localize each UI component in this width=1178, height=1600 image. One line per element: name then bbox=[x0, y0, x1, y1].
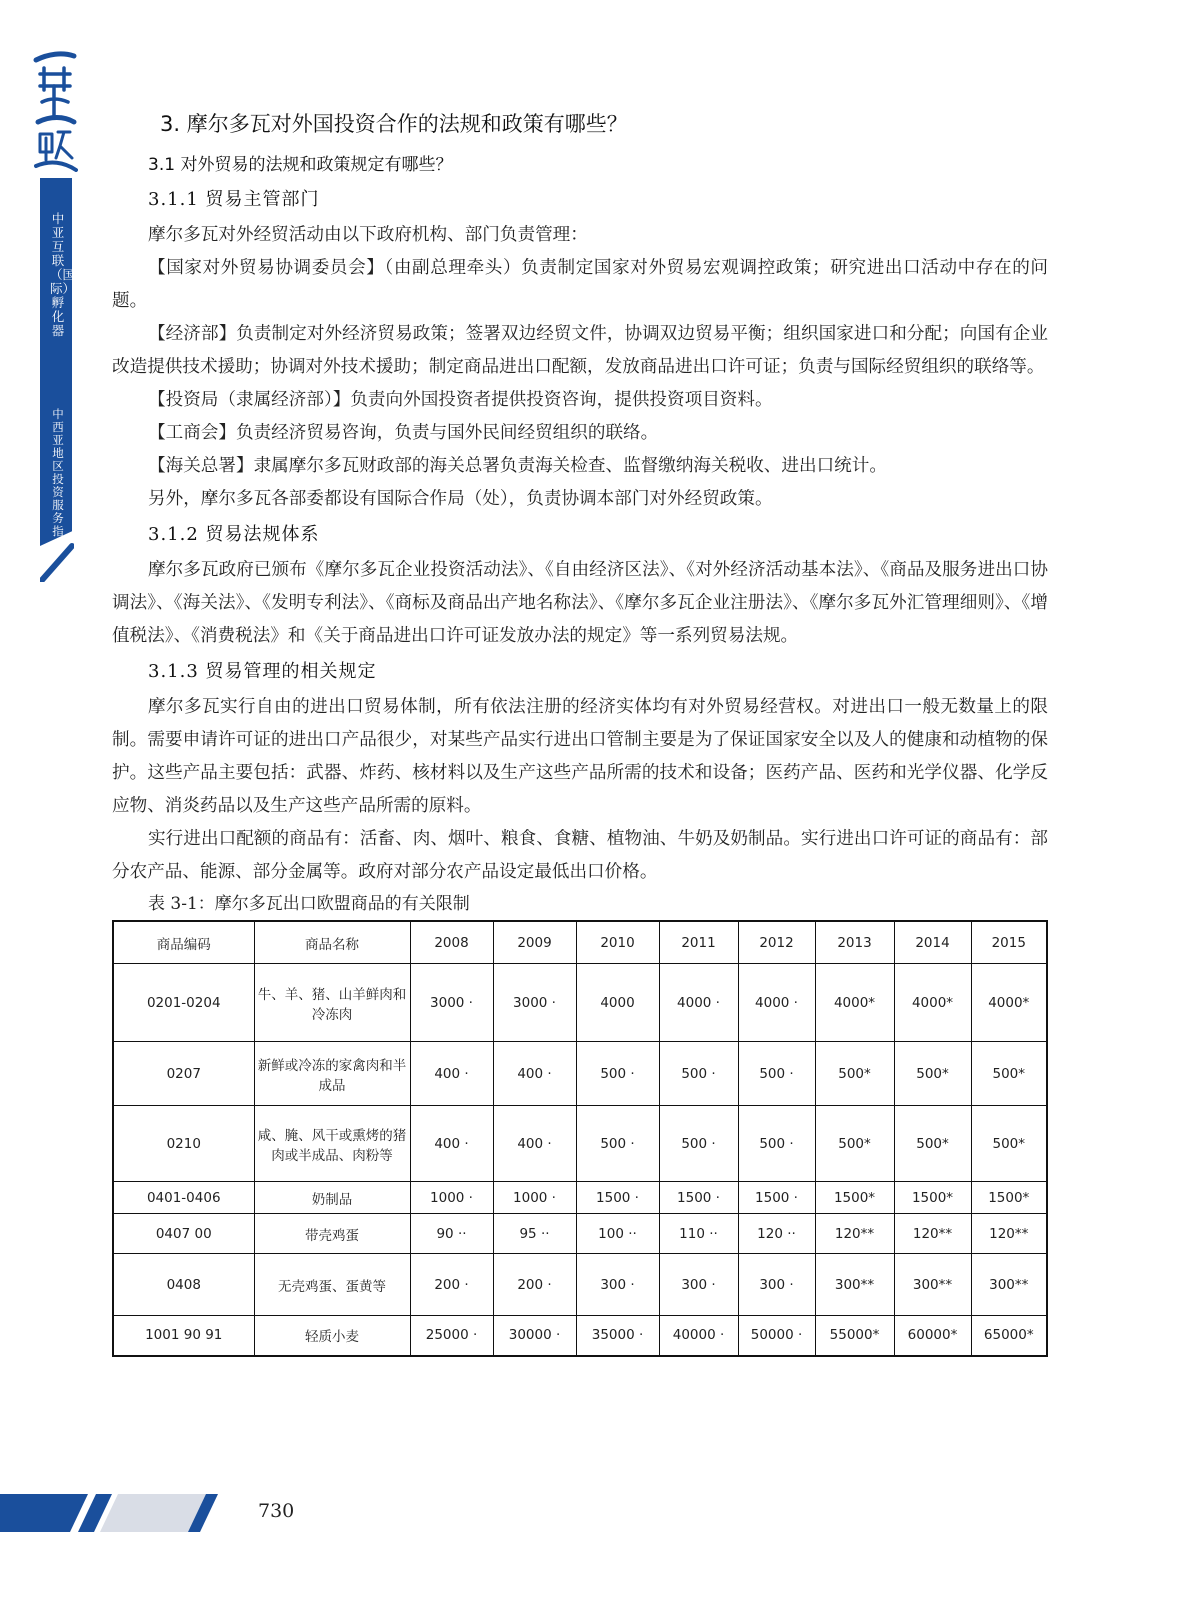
cell-value: 100 ·· bbox=[576, 1214, 659, 1254]
cell-value: 500 · bbox=[738, 1106, 815, 1182]
table-row bbox=[113, 1042, 1047, 1106]
subsection-title-authorities: 3.1.1 贸易主管部门 bbox=[148, 189, 320, 210]
footer-stripes-decoration bbox=[0, 1490, 240, 1536]
paragraph: 摩尔多瓦政府已颁布《摩尔多瓦企业投资活动法》、《自由经济区法》、《对外经济活动基本法》、《商品及服务进出口协调法》、《海关法》、《发明专利法》、《商标及商品出产地名称法》、《摩尔多瓦企业注册法》、《摩尔多瓦外汇管理细则》、《增值税法》、《消费税法》和《关于商品进出口许可证发放办法的规定》等一系列贸易法规。 bbox=[112, 560, 1048, 646]
cell-value: 50000 · bbox=[738, 1316, 815, 1356]
cell-value: 4000 · bbox=[738, 964, 815, 1042]
paragraph: 【国家对外贸易协调委员会】（由副总理牵头）负责制定国家对外贸易宏观调控政策；研究进出口活动中存在的问题。 bbox=[112, 258, 1048, 311]
cell-value: 300 · bbox=[576, 1254, 659, 1316]
header-year: 2012 bbox=[738, 921, 815, 964]
cell-value: 55000* bbox=[815, 1316, 894, 1356]
header-year: 2009 bbox=[493, 921, 576, 964]
cell-name: 咸、腌、风干或熏烤的猪肉或半成品、肉粉等 bbox=[254, 1106, 410, 1182]
paragraph: 摩尔多瓦对外经贸活动由以下政府机构、部门负责管理： bbox=[148, 225, 588, 245]
cell-value: 110 ·· bbox=[659, 1214, 738, 1254]
cell-value: 35000 · bbox=[576, 1316, 659, 1356]
table-row bbox=[113, 1214, 1047, 1254]
table-header-row bbox=[113, 921, 1047, 964]
section-heading: 3.1 对外贸易的法规和政策规定有哪些？ bbox=[148, 155, 453, 175]
cell-value: 400 · bbox=[410, 1042, 493, 1106]
header-year: 2010 bbox=[576, 921, 659, 964]
cell-value: 200 · bbox=[410, 1254, 493, 1316]
cell-value: 1500 · bbox=[576, 1182, 659, 1214]
cell-value: 3000 · bbox=[493, 964, 576, 1042]
cell-value: 1500 · bbox=[738, 1182, 815, 1214]
cell-value: 30000 · bbox=[493, 1316, 576, 1356]
paragraph: 【工商会】负责经济贸易咨询，负责与国外民间经贸组织的联络。 bbox=[148, 423, 659, 443]
cell-value: 120 ·· bbox=[738, 1214, 815, 1254]
cell-value: 200 · bbox=[493, 1254, 576, 1316]
cell-name: 奶制品 bbox=[254, 1182, 410, 1214]
cell-value: 1000 · bbox=[410, 1182, 493, 1214]
cell-value: 1500* bbox=[971, 1182, 1047, 1214]
cell-value: 500 · bbox=[576, 1042, 659, 1106]
cell-value: 300** bbox=[815, 1254, 894, 1316]
belt-road-logo bbox=[30, 46, 78, 172]
cell-value: 500* bbox=[815, 1042, 894, 1106]
cell-value: 300** bbox=[894, 1254, 971, 1316]
cell-code: 0401-0406 bbox=[113, 1182, 254, 1214]
cell-value: 90 ·· bbox=[410, 1214, 493, 1254]
cell-name: 轻质小麦 bbox=[254, 1316, 410, 1356]
paragraph: 摩尔多瓦实行自由的进出口贸易体制，所有依法注册的经济实体均有对外贸易经营权。对进出口一般无数量上的限制。需要申请许可证的进出口产品很少，对某些产品实行进出口管制主要是为了保证国家安全以及人的健康和动植物的保护。这些产品主要包括：武器、炸药、核材料以及生产这些产品所需的技术和设备；医药产品、医药和光学仪器、化学反应物、消炎药品以及生产这些产品所需的原料。 bbox=[112, 697, 1048, 816]
header-year: 2015 bbox=[971, 921, 1047, 964]
sidebar-slash-decoration bbox=[40, 542, 74, 582]
cell-code: 0407 00 bbox=[113, 1214, 254, 1254]
header-code: 商品编码 bbox=[113, 921, 254, 964]
cell-value: 500 · bbox=[659, 1106, 738, 1182]
table-row bbox=[113, 1106, 1047, 1182]
chapter-heading: 3. 摩尔多瓦对外国投资合作的法规和政策有哪些？ bbox=[160, 112, 628, 136]
paragraph: 【经济部】负责制定对外经济贸易政策；签署双边经贸文件，协调双边贸易平衡；组织国家进口和分配；向国有企业改造提供技术援助；协调对外技术援助；制定商品进出口配额，发放商品进出口许可证；负责与国际经贸组织的联络等。 bbox=[112, 324, 1048, 377]
cell-value: 4000 bbox=[576, 964, 659, 1042]
cell-value: 1000 · bbox=[493, 1182, 576, 1214]
paragraph: 另外，摩尔多瓦各部委都设有国际合作局（处），负责协调本部门对外经贸政策。 bbox=[148, 489, 773, 509]
cell-value: 4000* bbox=[815, 964, 894, 1042]
cell-value: 4000 · bbox=[659, 964, 738, 1042]
cell-value: 500* bbox=[971, 1106, 1047, 1182]
cell-value: 120** bbox=[815, 1214, 894, 1254]
cell-value: 300** bbox=[971, 1254, 1047, 1316]
export-limits-table bbox=[112, 920, 1048, 1357]
cell-value: 4000* bbox=[971, 964, 1047, 1042]
cell-code: 0201-0204 bbox=[113, 964, 254, 1042]
cell-code: 0408 bbox=[113, 1254, 254, 1316]
cell-name: 带壳鸡蛋 bbox=[254, 1214, 410, 1254]
table-row bbox=[113, 1182, 1047, 1214]
cell-value: 500 · bbox=[659, 1042, 738, 1106]
cell-value: 500* bbox=[894, 1106, 971, 1182]
sidebar-text-guide: 中西亚地区投资服务指南 bbox=[52, 407, 64, 551]
main-content bbox=[112, 108, 1048, 1357]
cell-value: 60000* bbox=[894, 1316, 971, 1356]
table-row bbox=[113, 1254, 1047, 1316]
cell-value: 400 · bbox=[410, 1106, 493, 1182]
cell-value: 1500* bbox=[815, 1182, 894, 1214]
cell-value: 500* bbox=[894, 1042, 971, 1106]
cell-value: 500 · bbox=[738, 1042, 815, 1106]
cell-code: 0210 bbox=[113, 1106, 254, 1182]
cell-name: 无壳鸡蛋、蛋黄等 bbox=[254, 1254, 410, 1316]
cell-value: 500* bbox=[815, 1106, 894, 1182]
paragraph: 【投资局（隶属经济部）】负责向外国投资者提供投资咨询，提供投资项目资料。 bbox=[148, 390, 773, 410]
cell-value: 1500 · bbox=[659, 1182, 738, 1214]
cell-value: 95 ·· bbox=[493, 1214, 576, 1254]
cell-value: 300 · bbox=[659, 1254, 738, 1316]
cell-value: 500* bbox=[971, 1042, 1047, 1106]
table-row bbox=[113, 964, 1047, 1042]
cell-value: 4000* bbox=[894, 964, 971, 1042]
paragraph: 实行进出口配额的商品有：活畜、肉、烟叶、粮食、食糖、植物油、牛奶及奶制品。实行进出口许可证的商品有：部分农产品、能源、部分金属等。政府对部分农产品设定最低出口价格。 bbox=[112, 829, 1048, 882]
cell-value: 65000* bbox=[971, 1316, 1047, 1356]
table-caption: 表 3-1：摩尔多瓦出口欧盟商品的有关限制 bbox=[148, 894, 470, 914]
subsection-title-trade-rules: 3.1.3 贸易管理的相关规定 bbox=[148, 661, 377, 682]
header-name: 商品名称 bbox=[254, 921, 410, 964]
cell-value: 3000 · bbox=[410, 964, 493, 1042]
cell-name: 牛、羊、猪、山羊鲜肉和冷冻肉 bbox=[254, 964, 410, 1042]
cell-value: 400 · bbox=[493, 1106, 576, 1182]
header-year: 2011 bbox=[659, 921, 738, 964]
cell-code: 1001 90 91 bbox=[113, 1316, 254, 1356]
header-year: 2008 bbox=[410, 921, 493, 964]
cell-value: 400 · bbox=[493, 1042, 576, 1106]
cell-value: 500 · bbox=[576, 1106, 659, 1182]
cell-code: 0207 bbox=[113, 1042, 254, 1106]
subsection-title-regulations: 3.1.2 贸易法规体系 bbox=[148, 524, 320, 545]
cell-value: 25000 · bbox=[410, 1316, 493, 1356]
sidebar-text-incubator: 中亚互联（国际）孵化器 bbox=[50, 211, 76, 338]
header-year: 2014 bbox=[894, 921, 971, 964]
cell-value: 300 · bbox=[738, 1254, 815, 1316]
paragraph: 【海关总署】隶属摩尔多瓦财政部的海关总署负责海关检查、监督缴纳海关税收、进出口统计。 bbox=[148, 456, 887, 476]
cell-name: 新鲜或冷冻的家禽肉和半成品 bbox=[254, 1042, 410, 1106]
cell-value: 120** bbox=[971, 1214, 1047, 1254]
cell-value: 120** bbox=[894, 1214, 971, 1254]
page-number: 730 bbox=[258, 1500, 295, 1522]
cell-value: 1500* bbox=[894, 1182, 971, 1214]
cell-value: 40000 · bbox=[659, 1316, 738, 1356]
header-year: 2013 bbox=[815, 921, 894, 964]
table-row bbox=[113, 1316, 1047, 1356]
